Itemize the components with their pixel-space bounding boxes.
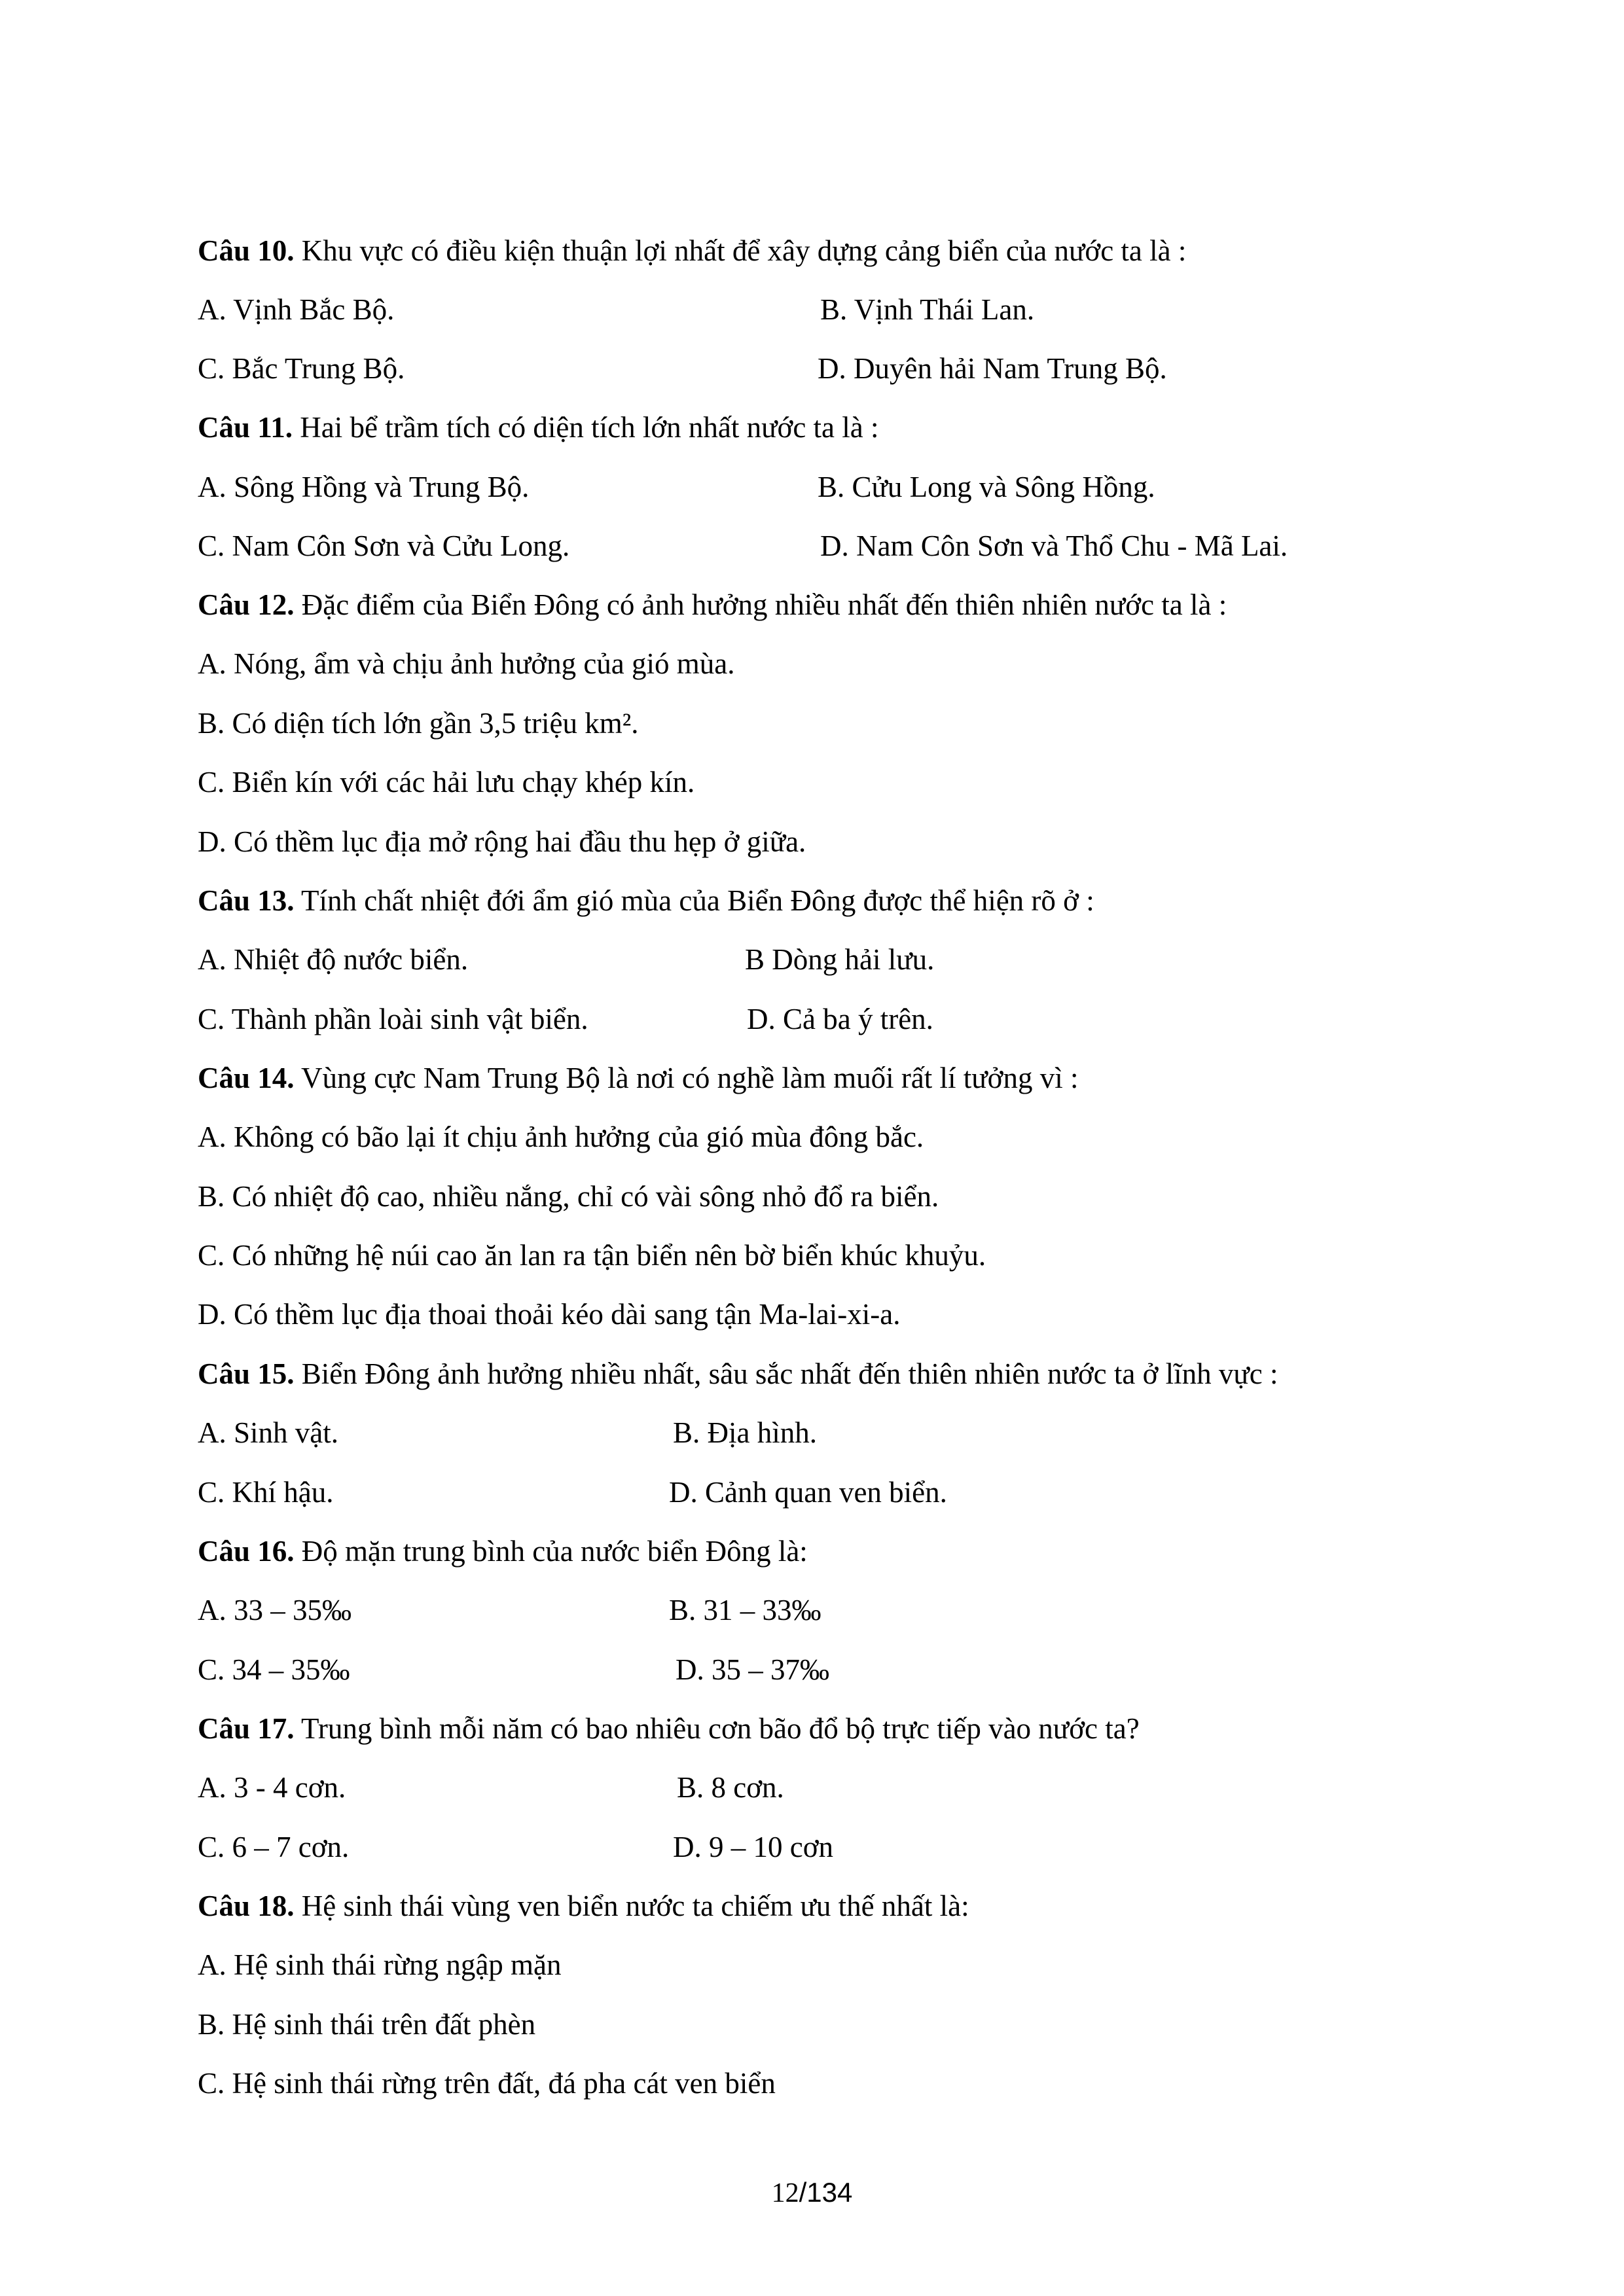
- page-number: [0, 2174, 1624, 2212]
- option-d: D. 35 – 37‰: [676, 1653, 829, 1686]
- question-16: [198, 1533, 808, 1570]
- option-c: C. Biển kín với các hải lưu chạy khép kín.: [198, 766, 695, 798]
- option-c: C. Bắc Trung Bộ.: [198, 352, 405, 385]
- option-c: C. 34 – 35‰: [198, 1653, 350, 1686]
- question-label: Câu 11.: [198, 411, 293, 444]
- question-label: Câu 17.: [198, 1712, 295, 1745]
- option-d: D. Cảnh quan ven biển.: [669, 1476, 947, 1509]
- question-label: Câu 18.: [198, 1890, 295, 1922]
- option-b: B. Có diện tích lớn gần 3,5 triệu km².: [198, 707, 639, 740]
- option-d: D. Có thềm lục địa mở rộng hai đầu thu hẹp ở giữa.: [198, 825, 806, 858]
- option-d: D. Nam Côn Sơn và Thổ Chu - Mã Lai.: [820, 529, 1288, 562]
- page-current: 12: [771, 2178, 799, 2208]
- question-text: Trung bình mỗi năm có bao nhiêu cơn bão đổ bộ trực tiếp vào nước ta?: [294, 1712, 1140, 1745]
- option-b: B. Vịnh Thái Lan.: [820, 293, 1035, 326]
- question-text: Độ mặn trung bình của nước biển Đông là:: [294, 1535, 808, 1568]
- option-a: A. 3 - 4 cơn.: [198, 1771, 346, 1804]
- option-c: C. Hệ sinh thái rừng trên đất, đá pha cát ven biển: [198, 2067, 776, 2100]
- option-a: A. Không có bão lại ít chịu ảnh hưởng của gió mùa đông bắc.: [198, 1121, 924, 1153]
- question-label: Câu 14.: [198, 1062, 295, 1094]
- option-b: B. Cửu Long và Sông Hồng.: [818, 471, 1155, 503]
- option-c: C. Nam Côn Sơn và Cửu Long.: [198, 529, 570, 562]
- page-total: /134: [799, 2177, 853, 2208]
- option-a: A. Nhiệt độ nước biển.: [198, 943, 469, 976]
- option-b: B. Có nhiệt độ cao, nhiều nắng, chỉ có vài sông nhỏ đổ ra biển.: [198, 1180, 939, 1213]
- question-10: [198, 232, 1186, 269]
- option-a: A. Sông Hồng và Trung Bộ.: [198, 471, 530, 503]
- option-b: B Dòng hải lưu.: [745, 943, 935, 976]
- question-text: Biển Đông ảnh hưởng nhiều nhất, sâu sắc nhất đến thiên nhiên nước ta ở lĩnh vực :: [294, 1357, 1278, 1390]
- question-text: Khu vực có điều kiện thuận lợi nhất để xây dựng cảng biển của nước ta là :: [294, 234, 1187, 267]
- question-text: Đặc điểm của Biển Đông có ảnh hưởng nhiều nhất đến thiên nhiên nước ta là :: [294, 588, 1227, 621]
- option-a: A. Vịnh Bắc Bộ.: [198, 293, 395, 326]
- question-text: Hệ sinh thái vùng ven biển nước ta chiếm ưu thế nhất là:: [294, 1890, 969, 1922]
- option-a: A. 33 – 35‰: [198, 1594, 352, 1626]
- question-17: [198, 1710, 1140, 1747]
- option-c: C. Khí hậu.: [198, 1476, 334, 1509]
- question-11: [198, 409, 879, 446]
- option-b: B. 8 cơn.: [677, 1771, 784, 1804]
- option-c: C. 6 – 7 cơn.: [198, 1831, 350, 1863]
- question-13: [198, 882, 1094, 919]
- question-label: Câu 16.: [198, 1535, 295, 1568]
- option-c: C. Có những hệ núi cao ăn lan ra tận biển nên bờ biển khúc khuỷu.: [198, 1239, 986, 1272]
- option-b: B. Hệ sinh thái trên đất phèn: [198, 2008, 536, 2041]
- question-text: Hai bể trầm tích có diện tích lớn nhất nước ta là :: [293, 411, 879, 444]
- option-a: A. Nóng, ẩm và chịu ảnh hưởng của gió mùa.: [198, 647, 735, 680]
- option-d: D. Duyên hải Nam Trung Bộ.: [818, 352, 1167, 385]
- option-d: D. Cả ba ý trên.: [747, 1003, 933, 1035]
- question-18: [198, 1888, 969, 1924]
- question-12: [198, 586, 1227, 623]
- option-b: B. Địa hình.: [673, 1416, 817, 1449]
- question-14: [198, 1060, 1078, 1096]
- question-15: [198, 1355, 1278, 1392]
- question-label: Câu 12.: [198, 588, 295, 621]
- option-a: A. Sinh vật.: [198, 1416, 339, 1449]
- option-b: B. 31 – 33‰: [669, 1594, 821, 1626]
- question-text: Tính chất nhiệt đới ẩm gió mùa của Biển Đông được thể hiện rõ ở :: [294, 884, 1094, 917]
- option-c: C. Thành phần loài sinh vật biển.: [198, 1003, 588, 1035]
- option-a: A. Hệ sinh thái rừng ngập mặn: [198, 1948, 562, 1981]
- option-d: D. Có thềm lục địa thoai thoải kéo dài sang tận Ma-lai-xi-a.: [198, 1298, 901, 1331]
- question-label: Câu 15.: [198, 1357, 295, 1390]
- question-text: Vùng cực Nam Trung Bộ là nơi có nghề làm muối rất lí tưởng vì :: [294, 1062, 1079, 1094]
- option-row: [198, 291, 394, 328]
- option-d: D. 9 – 10 cơn: [673, 1831, 834, 1863]
- question-label: Câu 13.: [198, 884, 295, 917]
- question-label: Câu 10.: [198, 234, 295, 267]
